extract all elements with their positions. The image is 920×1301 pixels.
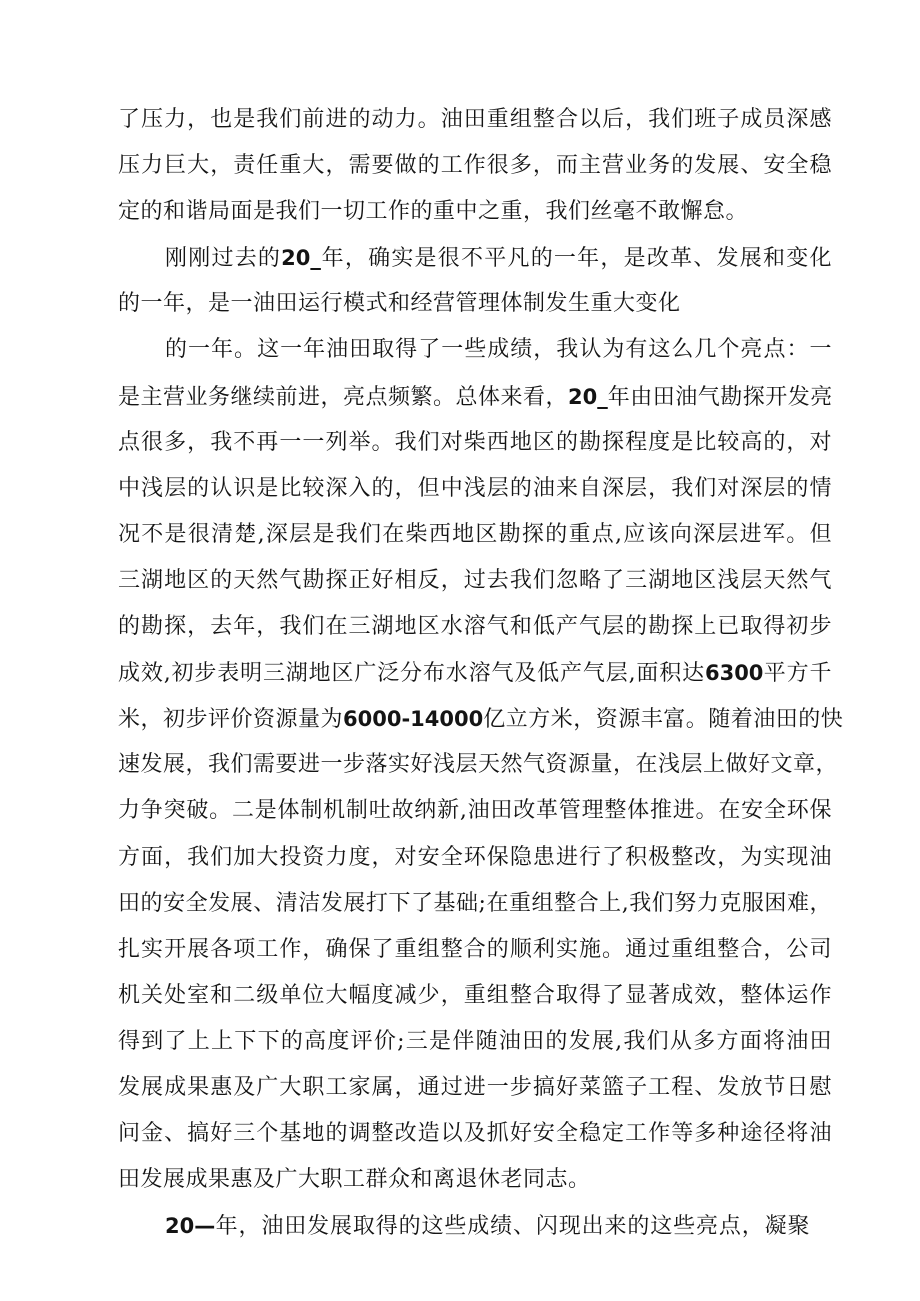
text-line: 的勘探，去年，我们在三湖地区水溶气和低产气层的勘探上已取得初步 — [118, 614, 832, 640]
text-line: 定的和谐局面是我们一切工作的重中之重，我们丝毫不敢懈怠。 — [118, 199, 749, 225]
text-line: 机关处室和二级单位大幅度减少，重组整合取得了显著成效，整体运作 — [118, 982, 832, 1008]
text-line: 扎实开展各项工作，确保了重组整合的顺利实施。通过重组整合，公司 — [118, 936, 832, 962]
paragraph — [118, 97, 832, 235]
text-line: 力争突破。二是体制机制吐故纳新,油田改革管理整体推进。在安全环保 — [118, 798, 832, 824]
text-line: 田的安全发展、清洁发展打下了基础;在重组整合上,我们努力克服困难， — [118, 890, 832, 916]
document-body — [118, 97, 844, 1249]
number-text: 20_ — [281, 246, 321, 271]
text-line: 速发展，我们需要进一步落实好浅层天然气资源量，在浅层上做好文章， — [118, 752, 839, 778]
text-line: 的一年。这一年油田取得了一些成绩，我认为有这么几个亮点：一 — [165, 337, 832, 363]
text-line: 了压力，也是我们前进的动力。油田重组整合以后，我们班子成员深感 — [118, 107, 832, 132]
text-line: 点很多，我不再一一列举。我们对柴西地区的勘探程度是比较高的，对 — [118, 429, 832, 455]
text-line: 成效,初步表明三湖地区广泛分布水溶气及低产气层,面积达6300平方千 — [118, 661, 832, 687]
text-line: 米，初步评价资源量为6000-14000亿立方米，资源丰富。随着油田的快 — [118, 707, 844, 733]
paragraph — [118, 327, 844, 1203]
text-line: 问金、搞好三个基地的调整改造以及抓好安全稳定工作等多种途径将油 — [118, 1121, 832, 1147]
number-text: 6300 — [704, 661, 764, 686]
text-line: 方面，我们加大投资力度，对安全环保隐患进行了积极整改，为实现油 — [118, 844, 832, 870]
text-line: 压力巨大，责任重大，需要做的工作很多，而主营业务的发展、安全稳 — [118, 153, 832, 179]
text-line: 三湖地区的天然气勘探正好相反，过去我们忽略了三湖地区浅层天然气 — [118, 567, 832, 593]
number-text: 20— — [165, 1214, 216, 1239]
text-line: 的一年，是一油田运行模式和经营管理体制发生重大变化 — [118, 291, 681, 317]
text-line: 中浅层的认识是比较深入的，但中浅层的油来自深层，我们对深层的情 — [118, 475, 832, 501]
text-line: 刚刚过去的20_年，确实是很不平凡的一年，是改革、发展和变化 — [165, 246, 832, 272]
number-text: 6000-14000 — [343, 707, 484, 732]
paragraph — [118, 235, 832, 327]
paragraph — [118, 1203, 832, 1249]
text-line: 况不是很清楚,深层是我们在柴西地区勘探的重点,应该向深层进军。但 — [118, 521, 832, 547]
text-line: 田发展成果惠及广大职工群众和离退休老同志。 — [118, 1167, 591, 1193]
text-line: 20—年，油田发展取得的这些成绩、闪现出来的这些亮点，凝聚 — [165, 1214, 810, 1240]
text-line: 是主营业务继续前进，亮点频繁。总体来看，20_年由田油气勘探开发亮 — [118, 384, 833, 410]
text-line: 发展成果惠及广大职工家属，通过进一步搞好菜篮子工程、发放节日慰 — [118, 1074, 832, 1100]
number-text: 20_ — [568, 384, 608, 409]
text-line: 得到了上上下下的高度评价;三是伴随油田的发展,我们从多方面将油田 — [118, 1028, 832, 1054]
